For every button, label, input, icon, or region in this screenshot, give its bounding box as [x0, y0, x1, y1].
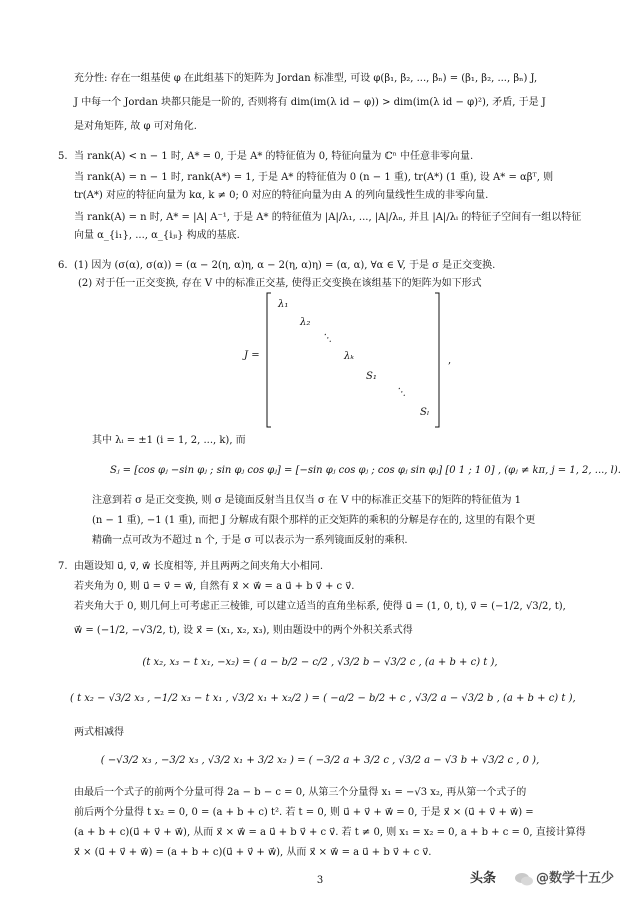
wechat-bubble-icon [514, 872, 534, 886]
text-line: 向量 α_{i₁}, ..., α_{iⱼᵢ} 构成的基底. [74, 230, 240, 241]
text-line: tr(A*) 对应的特征向量为 kα, k ≠ 0; 0 对应的特征向量为由 A 的列向量线性生成的非零向量. [74, 190, 489, 201]
text-line: 充分性: 存在一组基使 φ 在此组基下的矩阵为 Jordan 标准型, 可设 φ(β₁, β₂, ..., βₙ) = (β₁, β₂, ..., βₙ) J, [74, 73, 538, 84]
text-line: 前后两个分量得 t x₂ = 0, 0 = (a + b + c) t². 若 t = 0, 则 u⃗ + v⃗ + w⃗ = 0, 于是 x⃗ × (u⃗ + v⃗ + w⃗) = [74, 807, 534, 818]
watermark [470, 866, 630, 892]
equation-3: ( −√3/2 x₃ , −3/2 x₃ , √3/2 x₁ + 3/2 x₂ ) = ( −3/2 a + 3/2 c , √3/2 a − √3 b + √3/2 c , 0 ), [100, 755, 540, 766]
item-number: 5. [58, 151, 68, 162]
text-line: 精确一点可改为不超过 n 个, 于是 σ 可以表示为一系列镜面反射的乘积. [92, 535, 408, 546]
text-line: 两式相减得 [74, 727, 124, 738]
text-line: x⃗ × (u⃗ + v⃗ + w⃗) = (a + b + c)(u⃗ + v⃗ + w⃗), 从而 x⃗ × w⃗ = a u⃗ + b v⃗ + c v⃗. [74, 847, 432, 858]
text-line: (n − 1 重), −1 (1 重), 而把 J 分解成有限个那样的正交矩阵的乘积的分解是存在的, 这里的有限个更 [92, 515, 536, 526]
text-line: 若夹角大于 0, 则几何上可考虑正三棱锥, 可以建立适当的直角坐标系, 使得 u⃗ = (1, 0, t), v⃗ = (−1/2, √3/2, t), [74, 601, 566, 612]
text-line: 当 rank(A) = n − 1 时, rank(A*) = 1, 于是 A* 的特征值为 0 (n − 1 重), tr(A*) (1 重), 设 A* = αβᵀ, 则 [74, 172, 554, 183]
equation-sj: Sⱼ = [cos φⱼ −sin φⱼ ; sin φⱼ cos φⱼ] = [−sin φⱼ cos φⱼ ; cos φⱼ sin φⱼ] [0 1 ; 1 0] , (φⱼ ≠ kπ, j = 1, 2, ..., l). [110, 465, 621, 476]
page-number: 3 [316, 875, 324, 886]
matrix-entry: λ₂ [300, 317, 311, 328]
text-line: (2) 对于任一正交变换, 存在 V 中的标准正交基, 使得正交变换在该组基下的矩阵为如下形式 [78, 278, 482, 289]
equation-1: (t x₂, x₃ − t x₁, −x₂) = ( a − b/2 − c/2 , √3/2 b − √3/2 c , (a + b + c) t ), [142, 657, 498, 668]
matrix-entry: ⋱ [396, 387, 406, 398]
matrix-entry: λ₁ [278, 299, 289, 310]
text-line: (a + b + c)(u⃗ + v⃗ + w⃗), 从而 x⃗ × w⃗ = a u⃗ + b v⃗ + c v⃗. 若 t ≠ 0, 则 x₁ = x₂ = 0, a + b + c = 0, 直接计算得 [74, 827, 586, 838]
item-number: 7. [58, 561, 68, 572]
matrix-entry: ⋱ [322, 333, 332, 344]
punctuation: , [448, 355, 452, 366]
matrix-label: J = [244, 350, 260, 361]
matrix-entry: S₁ [366, 371, 377, 382]
text-line: 当 rank(A) < n − 1 时, A* = 0, 于是 A* 的特征值为 0, 特征向量为 ℂⁿ 中任意非零向量. [74, 151, 474, 162]
text-line: 由最后一个式子的前两个分量可得 2a − b − c = 0, 从第三个分量得 x₁ = −√3 x₂, 再从第一个式子的 [74, 787, 527, 798]
matrix-entry: λₖ [344, 351, 354, 362]
watermark-lead: 头条 [470, 871, 497, 886]
text-line: 其中 λᵢ = ±1 (i = 1, 2, ..., k), 而 [92, 435, 246, 446]
watermark-handle: @数学十五少 [536, 871, 615, 886]
text-line: w⃗ = (−1/2, −√3/2, t), 设 x⃗ = (x₁, x₂, x₃), 则由题设中的两个外积关系式得 [74, 625, 413, 636]
text-line: J 中每一个 Jordan 块都只能是一阶的, 否则将有 dim(im(λ id − φ)) > dim(im(λ id − φ)²), 矛盾, 于是 J [74, 97, 546, 108]
matrix-j [266, 292, 440, 428]
text-line: 注意到若 σ 是正交变换, 则 σ 是镜面反射当且仅当 σ 在 V 中的标准正交基下的矩阵的特征值为 1 [92, 495, 522, 506]
matrix-entry: Sₗ [420, 407, 430, 418]
text-line: 是对角矩阵, 故 φ 可对角化. [74, 121, 197, 132]
text-line: 由题设知 u⃗, v⃗, w⃗ 长度相等, 并且两两之间夹角大小相同. [74, 561, 324, 572]
text-line: (1) 因为 (σ(α), σ(α)) = (α − 2(η, α)η, α − 2(η, α)η) = (α, α), ∀α ∈ V, 于是 σ 是正交变换. [74, 260, 496, 271]
text-line: 若夹角为 0, 则 u⃗ = v⃗ = w⃗, 自然有 x⃗ × w⃗ = a u⃗ + b v⃗ + c v⃗. [74, 581, 355, 592]
item-number: 6. [58, 260, 68, 271]
equation-2: ( t x₂ − √3/2 x₃ , −1/2 x₃ − t x₁ , √3/2 x₁ + x₂/2 ) = ( −a/2 − b/2 + c , √3/2 a − √3/2 b , (a + b + c) t ), [70, 693, 576, 704]
text-line: 当 rank(A) = n 时, A* = |A| A⁻¹, 于是 A* 的特征值为 |A|/λ₁, ..., |A|/λₙ, 并且 |A|/λᵢ 的特征子空间有一组以特征 [74, 212, 582, 223]
